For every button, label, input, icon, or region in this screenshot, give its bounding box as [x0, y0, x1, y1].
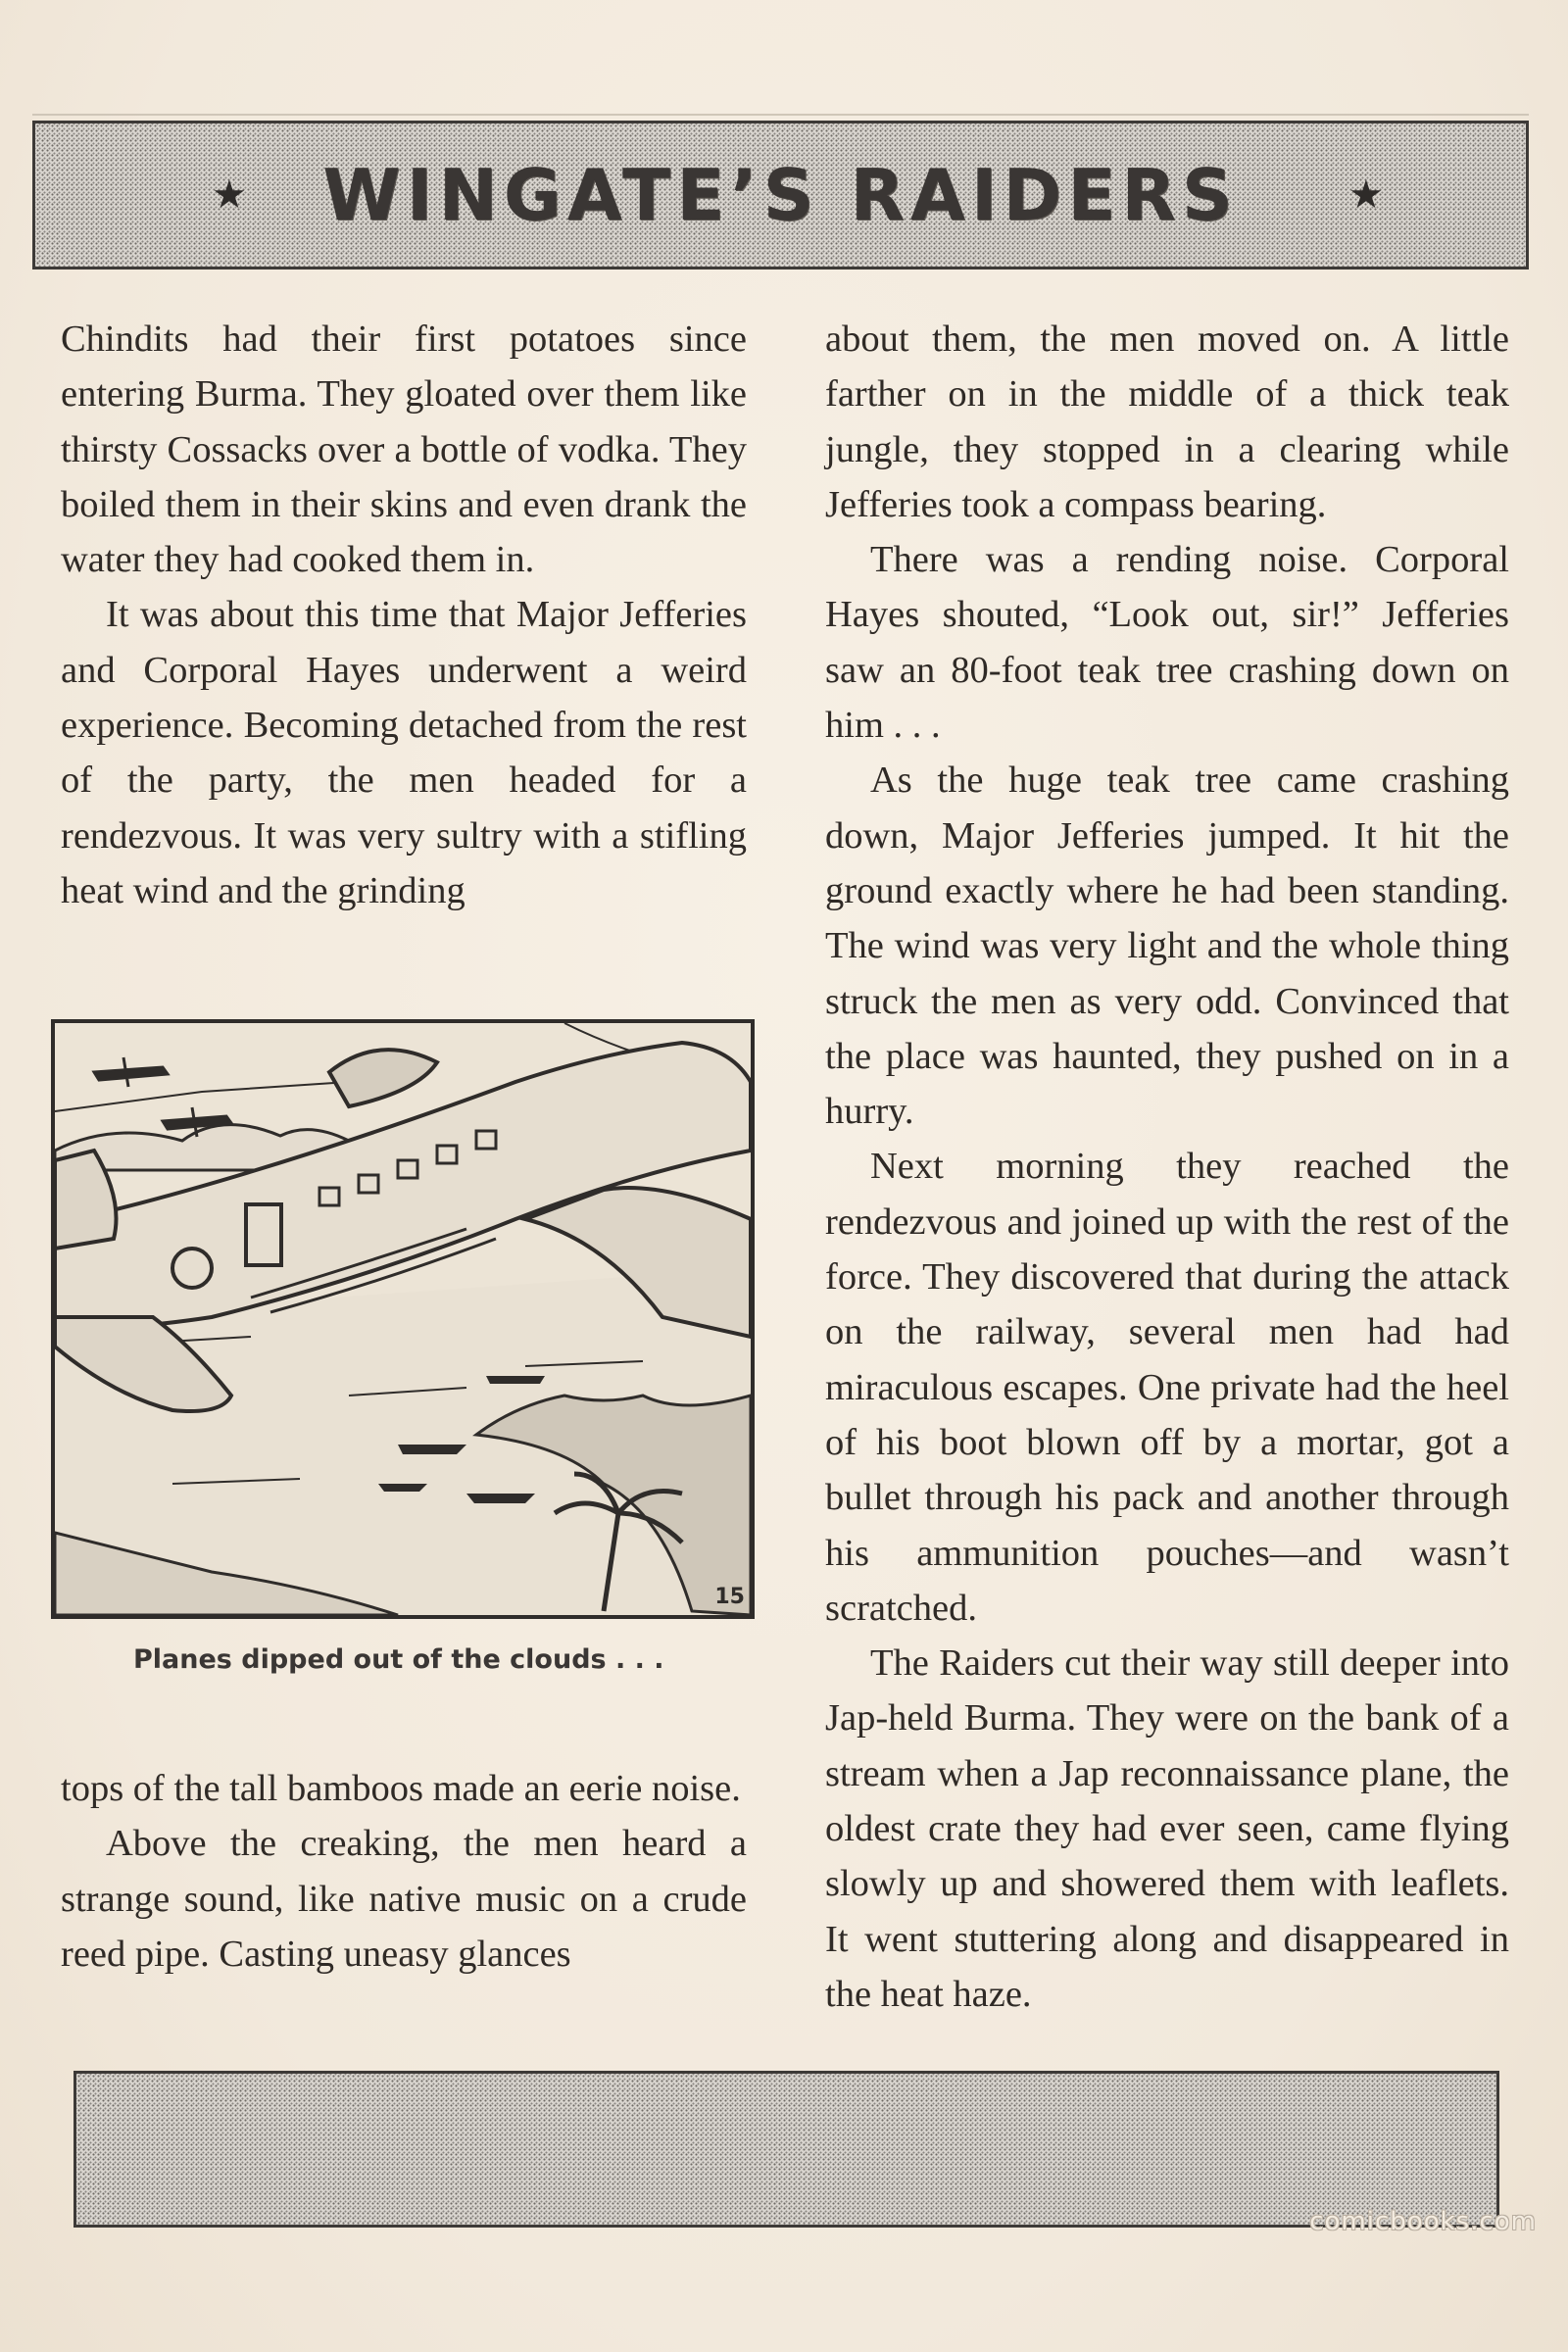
star-icon: ★ — [1348, 172, 1384, 218]
paragraph: There was a rending noise. Corporal Hayes shouted, “Look out, sir!” Jefferies saw an 80-foot teak tree crashing down on him . . . — [825, 539, 1509, 747]
paragraph: Above the creaking, the men heard a strange sound, like native music on a crude reed pipe. Casting uneasy glances — [61, 1823, 747, 1975]
star-icon: ★ — [212, 172, 247, 218]
right-column — [825, 312, 1509, 2022]
footer-banner — [74, 2071, 1499, 2228]
top-rule — [32, 114, 1529, 116]
watermark: comicbooks.com — [1309, 2207, 1537, 2236]
illustration-caption: Planes dipped out of the clouds . . . — [133, 1644, 664, 1675]
airplane-illustration — [51, 1019, 755, 1619]
airplane-over-coast-illustration — [55, 1023, 751, 1615]
left-column-bottom — [61, 1761, 747, 1982]
paragraph: Next morning they reached the rendezvous and joined up with the rest of the force. They discovered that during the attack on the railway, several men had had miraculous escapes. One private had the heel of his boot blown off by a mortar, got a bullet through his pack and another through his ammunition pouches—and wasn’t scratched. — [825, 1146, 1509, 1629]
header-banner — [32, 121, 1529, 270]
panel-number: 15 — [714, 1585, 745, 1609]
paragraph: Chindits had their first potatoes since entering Burma. They gloated over them like thirsty Cossacks over a bottle of vodka. They boiled them in their skins and even drank the water they had cooked them in. — [61, 318, 747, 581]
paragraph: As the huge teak tree came crashing down, Major Jefferies jumped. It hit the ground exactly where he had been standing. The wind was very light and the whole thing struck the men as very odd. Convinced that the place was haunted, they pushed on in a hurry. — [825, 760, 1509, 1133]
page-title: WINGATE’S RAIDERS — [322, 154, 1239, 236]
paragraph: tops of the tall bamboos made an eerie noise. — [61, 1768, 741, 1809]
paragraph: about them, the men moved on. A little farther on in the middle of a thick teak jungle, they stopped in a clearing while Jefferies took a compass bearing. — [825, 318, 1509, 525]
left-column-top — [61, 312, 747, 918]
paragraph: It was about this time that Major Jefferies and Corporal Hayes underwent a weird experience. Becoming detached from the rest of the party, the men headed for a rendezvous. It was very sultry with a stifling heat wind and the grinding — [61, 594, 747, 911]
paragraph: The Raiders cut their way still deeper into Jap-held Burma. They were on the bank of a stream when a Jap reconnaissance plane, the oldest crate they had ever seen, came flying slowly up and showered them with leaflets. It went stuttering along and disappeared in the heat haze. — [825, 1642, 1509, 2015]
